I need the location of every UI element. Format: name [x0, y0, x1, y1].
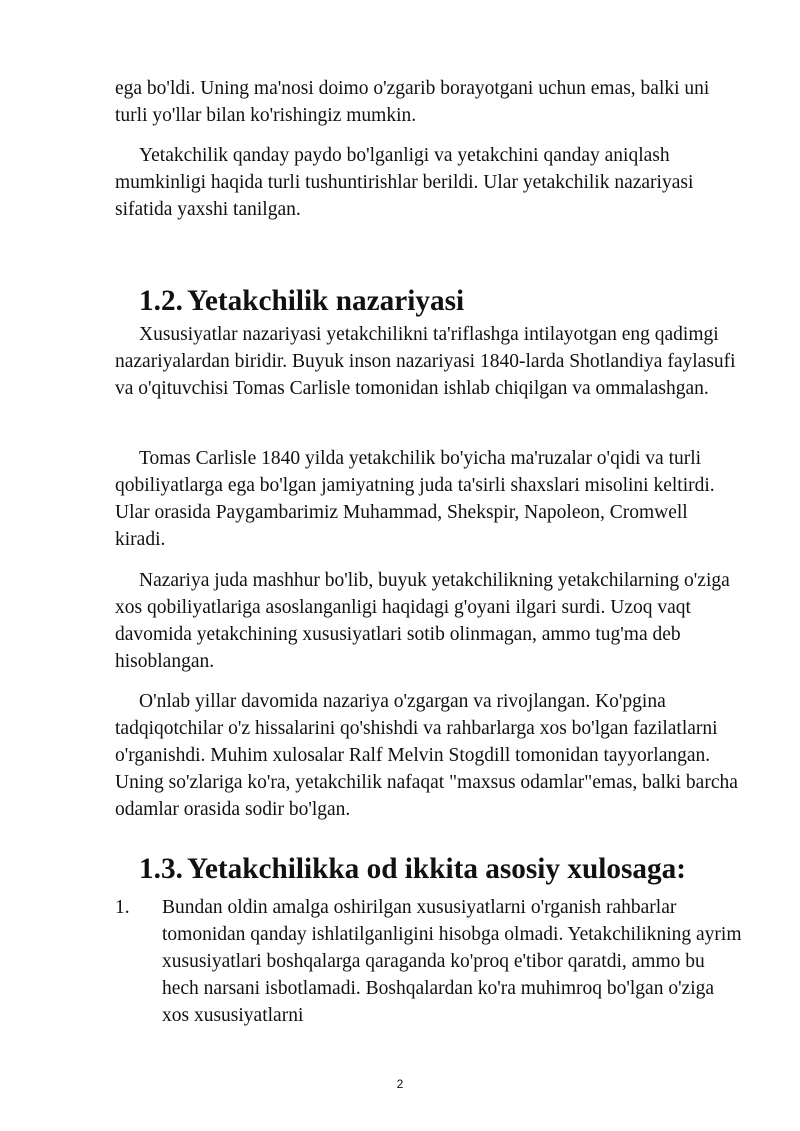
section-heading-1-3 — [139, 853, 686, 885]
section-number: 1.3. — [139, 853, 183, 885]
paragraph-text: ega bo'ldi. Uning ma'nosi doimo o'zgarib borayotgani uchun emas, balki uni turli yo'llar bilan ko'rishingiz mumkin. — [115, 78, 710, 126]
paragraph-text: Tomas Carlisle 1840 yilda yetakchilik bo'yicha ma'ruzalar o'qidi va turli qobiliyatlarga ega bo'lgan jamiyatning juda ta'sirli shaxslari misolini keltirdi. Ular orasida Paygambarimiz Muhammad, Shekspir, Napoleon, Cromwell kiradi. — [115, 448, 715, 550]
section-title: Yetakchilikka od ikkita asosiy xulosaga: — [187, 853, 686, 885]
paragraph-text: O'nlab yillar davomida nazariya o'zgargan va rivojlangan. Ko'pgina tadqiqotchilar o'z hissalarini qo'shishdi va rahbarlarga xos bo'lgan fazilatlarni o'rganishdi. Muhim xulosalar Ralf Melvin Stogdill tomonidan tayyorlangan. Uning so'zlariga ko'ra, yetakchilik nafaqat "maxsus odamlar"emas, balki barcha odamlar orasida sodir bo'lgan. — [115, 691, 738, 820]
paragraph-intro-continued — [115, 75, 740, 129]
paragraph-theory-popularity — [115, 567, 740, 675]
paragraph-stogdill-findings — [115, 688, 740, 823]
paragraph-text: Nazariya juda mashhur bo'lib, buyuk yetakchilikning yetakchilarning o'ziga xos qobiliyatlariga asoslanganligi haqidagi g'oyani ilgari surdi. Uzoq vaqt davomida yetakchining xususiyatlari sotib olinmagan, ammo tug'ma deb hisoblangan. — [115, 570, 730, 672]
paragraph-traits-theory — [115, 321, 740, 402]
section-number: 1.2. — [139, 285, 183, 317]
list-item-text: Bundan oldin amalga oshirilgan xususiyatlarni o'rganish rahbarlar tomonidan qanday ishlatilganligini hisobga olmadi. Yetakchilikning ayrim xususiyatlari boshqalarga qaraganda ko'proq e'tibor qaratdi, ammo bu hech narsani isbotlamadi. Boshqalardan ko'ra muhimroq bo'lgan o'ziga xos xususiyatlarni — [162, 897, 742, 1026]
paragraph-leadership-explanations — [115, 142, 740, 223]
paragraph-carlisle-lectures — [115, 445, 740, 553]
paragraph-text: Xususiyatlar nazariyasi yetakchilikni ta'riflashga intilayotgan eng qadimgi nazariyalardan biridir. Buyuk inson nazariyasi 1840-larda Shotlandiya faylasufi va o'qituvchisi Tomas Carlisle tomonidan ishlab chiqilgan va ommalashgan. — [115, 324, 736, 399]
section-heading-1-2 — [139, 285, 465, 317]
section-title: Yetakchilik nazariyasi — [187, 285, 465, 317]
list-item-marker: 1. — [115, 897, 130, 918]
paragraph-text: Yetakchilik qanday paydo bo'lganligi va yetakchini qanday aniqlash mumkinligi haqida turli tushuntirishlar berildi. Ular yetakchilik nazariyasi sifatida yaxshi tanilgan. — [115, 145, 694, 220]
page-number: 2 — [396, 1077, 404, 1091]
